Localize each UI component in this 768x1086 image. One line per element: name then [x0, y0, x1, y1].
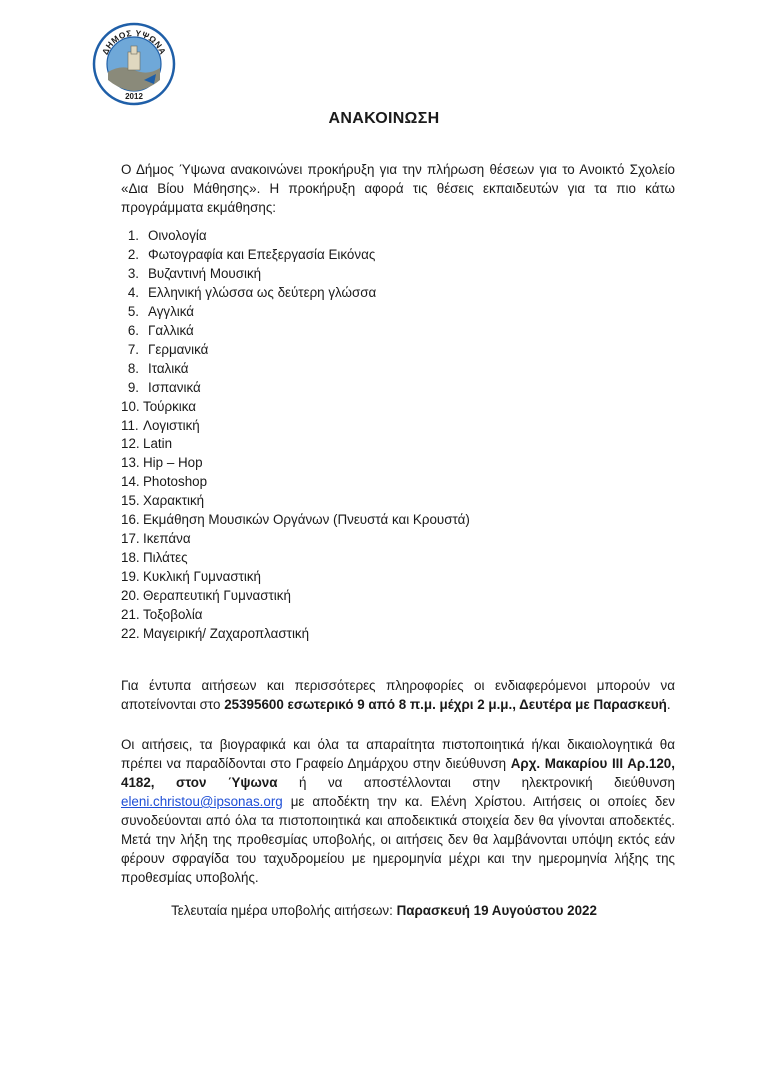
course-label: Μαγειρική/ Ζαχαροπλαστική	[143, 626, 310, 642]
course-item	[121, 568, 470, 587]
course-label: Εκμάθηση Μουσικών Οργάνων (Πνευστά και Κρουστά)	[143, 512, 470, 528]
deadline-line	[0, 903, 768, 918]
deadline-label: Τελευταία ημέρα υποβολής αιτήσεων:	[171, 903, 397, 918]
logo-text: ΔΗΜΟΣ ΥΨΩΝΑ	[99, 27, 169, 57]
course-label: Κυκλική Γυμναστική	[143, 569, 262, 585]
course-number: 21.	[121, 607, 140, 623]
submission-text-3: με αποδέκτη την κα. Ελένη Χρίστου. Αιτήσεις οι οποίες δεν συνοδεύονται από όλα τα πιστοποιητικά και αποδεικτικά στοιχεία δεν θα γίνονται αποδεκτές. Μετά την λήξη της προθεσμίας υποβολής, οι αιτήσεις δεν θα λαμβάνονται υπόψη εκτός εάν φέρουν σφραγίδα του ταχυδρομείου με ημερομηνία μέχρι και την ημερομηνία λήξης της προθεσμίας υποβολής.	[121, 794, 675, 885]
course-number: 20.	[121, 588, 140, 604]
course-item	[121, 322, 470, 341]
course-item	[121, 379, 470, 398]
course-number: 8.	[127, 360, 139, 376]
course-item	[121, 625, 470, 644]
course-number: 17.	[121, 531, 140, 547]
course-number: 10.	[121, 398, 140, 414]
course-item	[121, 303, 470, 322]
course-item	[121, 227, 470, 246]
course-number: 6.	[127, 322, 139, 338]
course-label: Photoshop	[143, 474, 208, 490]
course-number: 13.	[121, 455, 140, 471]
course-label: Τοξοβολία	[143, 607, 203, 623]
contact-end: .	[666, 697, 671, 712]
course-number: 11.	[121, 417, 139, 433]
course-label: Ικεπάνα	[143, 531, 191, 547]
course-label: Ελληνική γλώσσα ως δεύτερη γλώσσα	[148, 284, 377, 300]
municipality-logo	[92, 22, 176, 106]
course-number: 3.	[127, 265, 139, 281]
course-label: Ιταλικά	[148, 360, 189, 376]
course-number: 22.	[121, 626, 140, 642]
course-label: Πιλάτες	[143, 550, 188, 566]
course-item	[121, 492, 470, 511]
course-number: 4.	[127, 284, 139, 300]
course-number: 15.	[121, 493, 140, 509]
course-number: 1.	[127, 228, 139, 243]
course-label: Λογιστική	[143, 417, 200, 433]
course-item	[121, 265, 470, 284]
submission-paragraph	[121, 735, 675, 887]
contact-paragraph	[121, 676, 675, 714]
course-number: 16.	[121, 512, 140, 528]
course-label: Αγγλικά	[148, 303, 195, 319]
course-number: 12.	[121, 436, 140, 452]
course-item	[121, 473, 470, 492]
course-label: Βυζαντινή Μουσική	[148, 265, 262, 281]
course-number: 5.	[127, 303, 139, 319]
course-number: 9.	[127, 379, 139, 395]
course-item	[121, 417, 470, 436]
course-label: Οινολογία	[148, 228, 207, 243]
courses-list	[121, 227, 470, 644]
course-item	[121, 435, 470, 454]
course-item	[121, 454, 470, 473]
course-item	[121, 341, 470, 360]
contact-phone-hours: 25395600 εσωτερικό 9 από 8 π.μ. μέχρι 2 μ.μ., Δευτέρα με Παρασκευή	[224, 697, 667, 712]
course-number: 18.	[121, 550, 140, 566]
course-item	[121, 606, 470, 625]
intro-paragraph: Ο Δήμος Ύψωνα ανακοινώνει προκήρυξη για την πλήρωση θέσεων για το Ανοικτό Σχολείο «Δια Βίου Μάθησης». Η προκήρυξη αφορά τις θέσεις εκπαιδευτών για τα πιο κάτω προγράμματα εκμάθησης:	[121, 162, 675, 215]
office-address: Αρχ. Μακαρίου ΙΙΙ Αρ.120, 4182, στον Ύψωνα	[121, 756, 675, 790]
course-label: Ισπανικά	[148, 379, 201, 395]
course-label: Hip – Hop	[143, 455, 203, 471]
logo-year: 2012	[125, 92, 143, 101]
course-label: Θεραπευτική Γυμναστική	[143, 588, 291, 604]
course-label: Γαλλικά	[148, 322, 194, 338]
submission-text-2: ή να αποστέλλονται στην ηλεκτρονική διεύθυνση	[277, 775, 675, 790]
course-item	[121, 530, 470, 549]
course-number: 2.	[127, 246, 139, 262]
course-number: 14.	[121, 474, 140, 490]
contact-text: Για έντυπα αιτήσεων και περισσότερες πληροφορίες οι ενδιαφερόμενοι μπορούν να αποτείνονται στο	[121, 678, 675, 712]
course-label: Τούρκικα	[143, 398, 197, 414]
course-item	[121, 360, 470, 379]
page-title: ΑΝΑΚΟΙΝΩΣΗ	[328, 110, 440, 127]
course-number: 19.	[121, 569, 140, 585]
course-number: 7.	[127, 341, 139, 357]
course-label: Γερμανικά	[148, 341, 209, 357]
course-label: Χαρακτική	[143, 493, 205, 509]
course-item	[121, 284, 470, 303]
submission-text-1: Οι αιτήσεις, τα βιογραφικά και όλα τα απαραίτητα πιστοποιητικά ή/και δικαιολογητικά θα πρέπει να παραδίδονται στο Γραφείο Δημάρχου στην διεύθυνση	[121, 737, 675, 771]
course-item	[121, 549, 470, 568]
email-link[interactable]: eleni.christou@ipsonas.org	[121, 794, 283, 809]
course-label: Latin	[143, 436, 173, 452]
course-item	[121, 587, 470, 606]
deadline-date: Παρασκευή 19 Αυγούστου 2022	[396, 903, 597, 918]
course-item	[121, 511, 470, 530]
course-label: Φωτογραφία και Επεξεργασία Εικόνας	[148, 246, 376, 262]
course-item	[121, 246, 470, 265]
course-item	[121, 398, 470, 417]
